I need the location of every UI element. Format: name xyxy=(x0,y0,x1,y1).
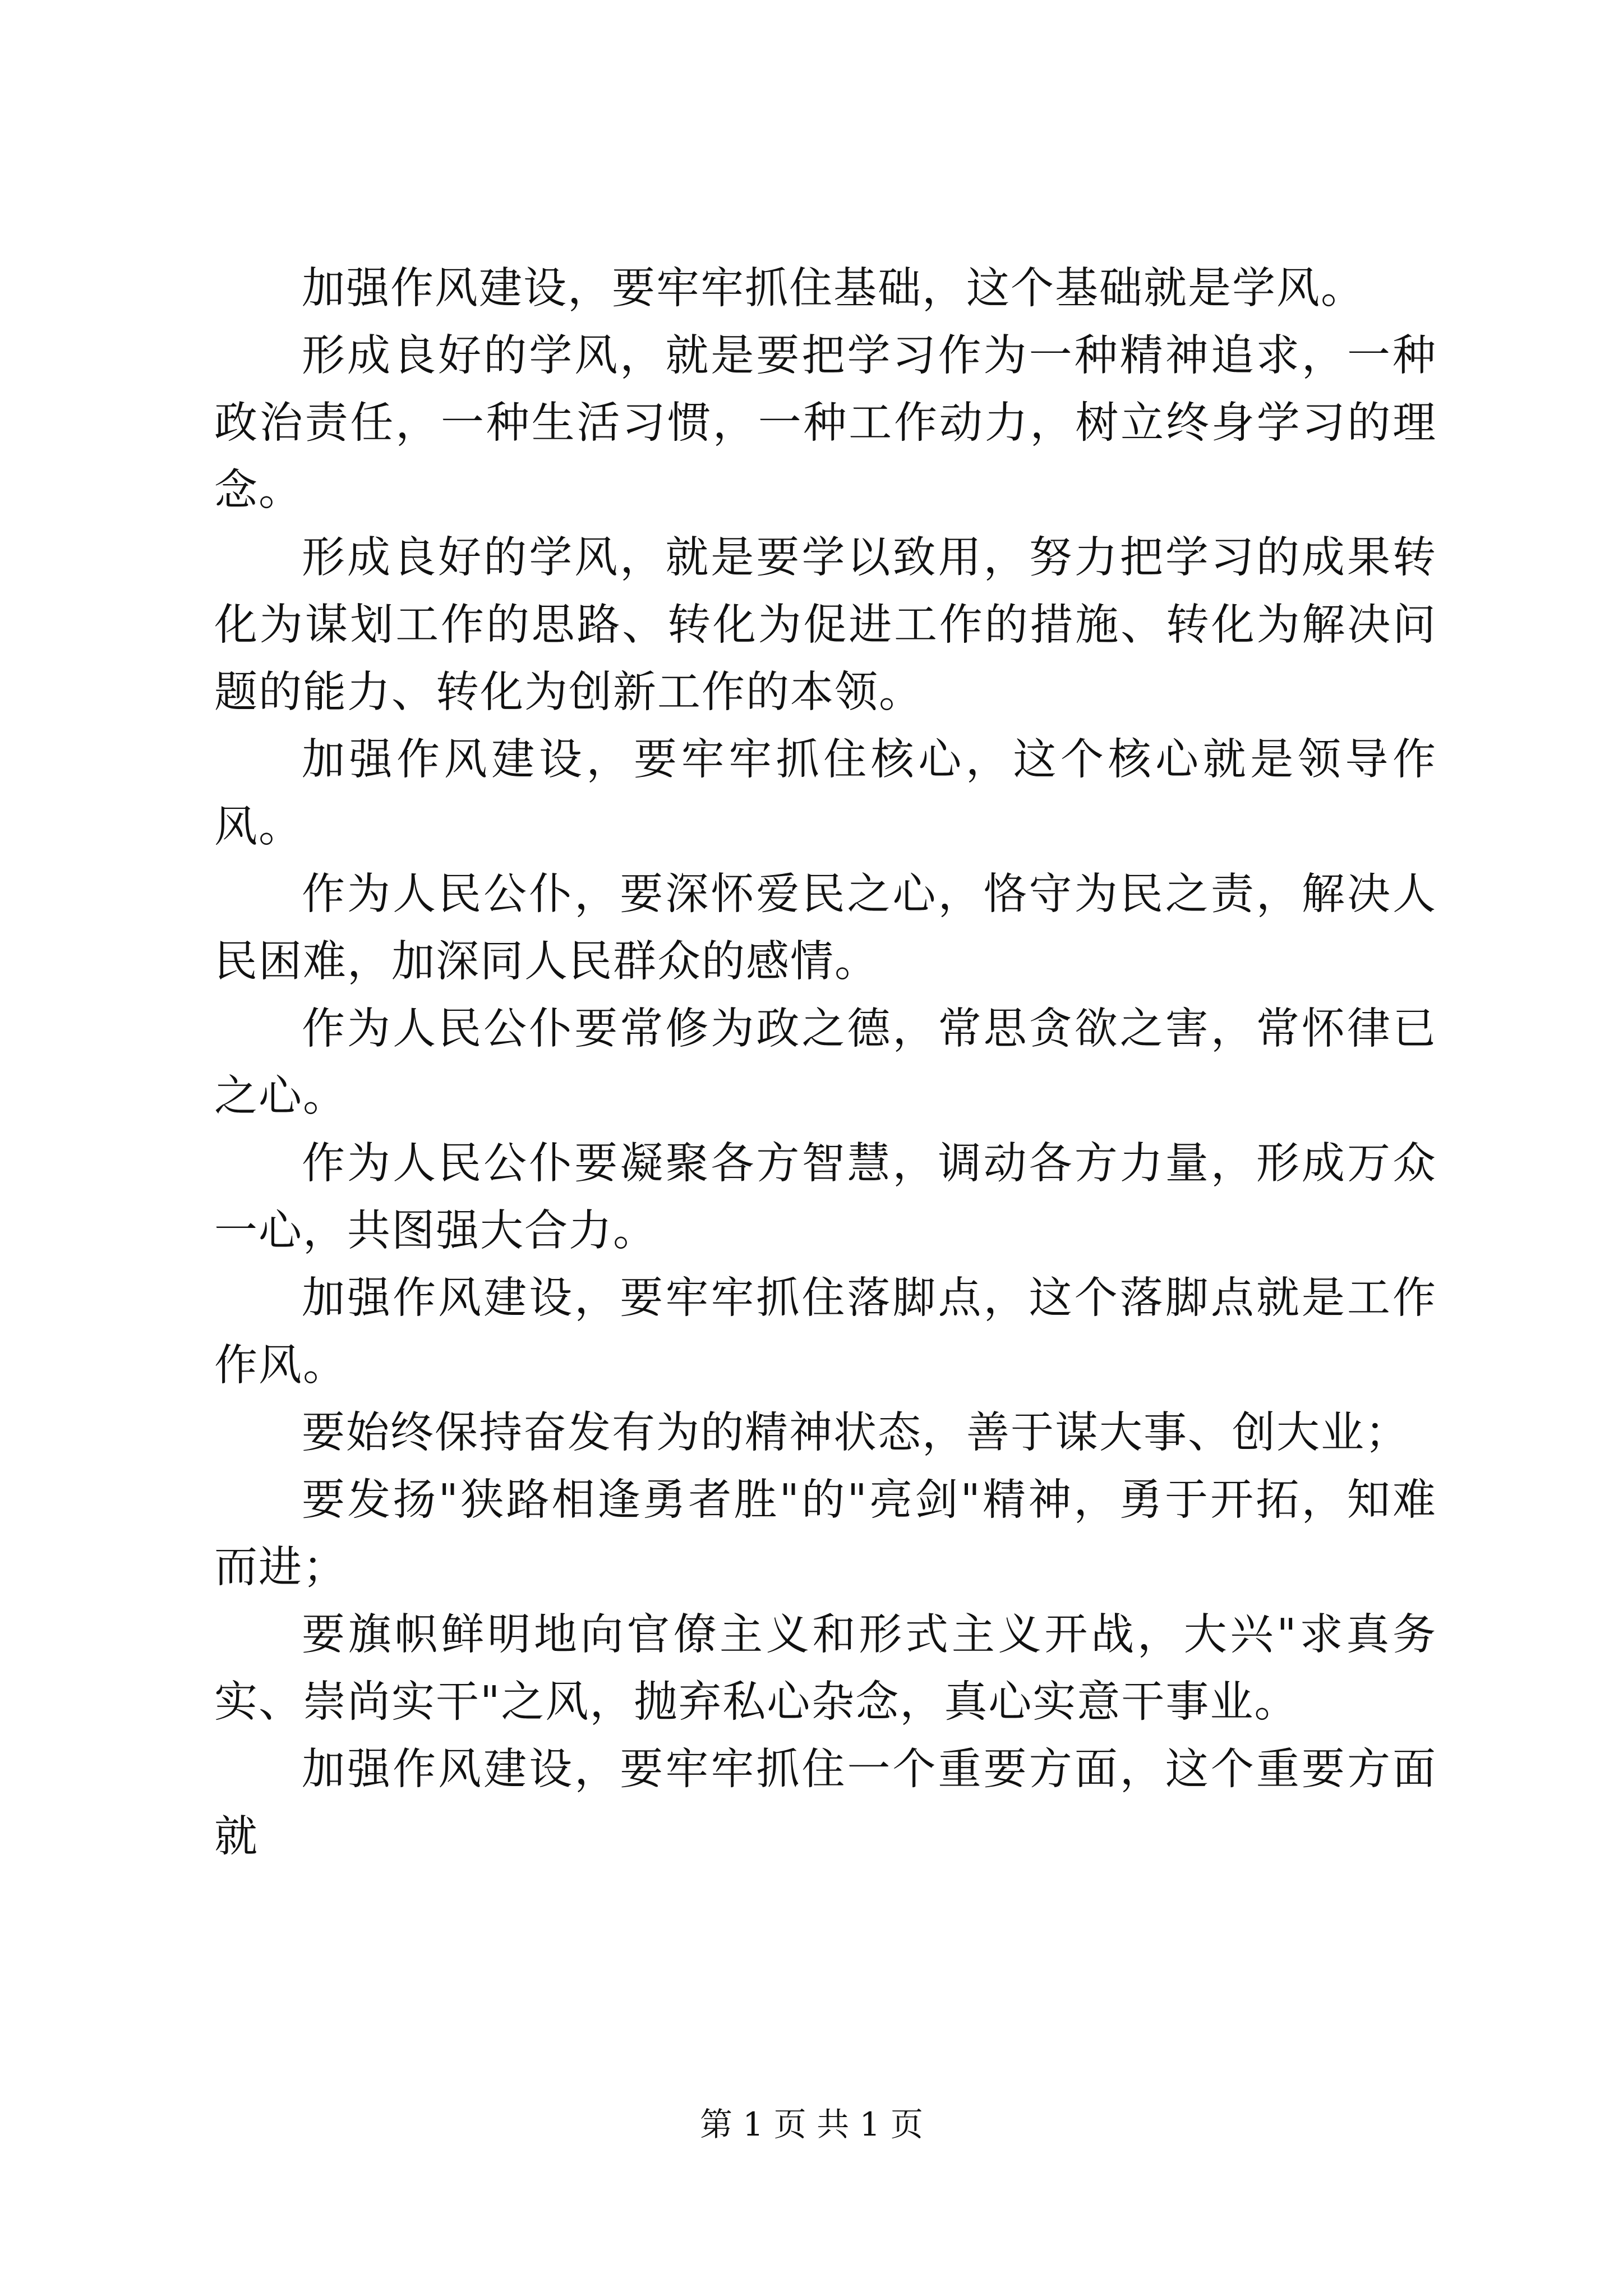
paragraph-9: 要始终保持奋发有为的精神状态，善于谋大事、创大业； xyxy=(302,1408,1409,1458)
page-footer xyxy=(0,2098,1623,2145)
paragraph-2: 形成良好的学风，就是要把学习作为一种精神追求，一种政治责任，一种生活习惯，一种工作动力，树立终身学习的理念。 xyxy=(214,331,1437,516)
page-number-indicator: 第 1 页 共 1 页 xyxy=(700,2105,923,2143)
paragraph-6: 作为人民公仆要常修为政之德，常思贪欲之害，常怀律已之心。 xyxy=(214,1004,1437,1121)
document-body xyxy=(214,255,1437,1871)
paragraph-10: 要发扬"狭路相逢勇者胜"的"亮剑"精神，勇于开拓，知难而进； xyxy=(214,1475,1437,1593)
paragraph-4: 加强作风建设，要牢牢抓住核心，这个核心就是领导作风。 xyxy=(214,735,1437,852)
paragraph-12: 加强作风建设，要牢牢抓住一个重要方面，这个重要方面就 xyxy=(214,1745,1437,1862)
paragraph-7: 作为人民公仆要凝聚各方智慧，调动各方力量，形成万众一心，共图强大合力。 xyxy=(214,1139,1437,1256)
paragraph-3: 形成良好的学风，就是要学以致用，努力把学习的成果转化为谋划工作的思路、转化为促进工作的措施、转化为解决问题的能力、转化为创新工作的本领。 xyxy=(214,533,1437,717)
paragraph-8: 加强作风建设，要牢牢抓住落脚点，这个落脚点就是工作作风。 xyxy=(214,1273,1437,1391)
paragraph-11: 要旗帜鲜明地向官僚主义和形式主义开战，大兴"求真务实、崇尚实干"之风，抛弃私心杂念，真心实意干事业。 xyxy=(214,1610,1437,1727)
paragraph-5: 作为人民公仆，要深怀爱民之心，恪守为民之责，解决人民困难，加深同人民群众的感情。 xyxy=(214,869,1437,987)
paragraph-1: 加强作风建设，要牢牢抓住基础，这个基础就是学风。 xyxy=(302,264,1365,314)
